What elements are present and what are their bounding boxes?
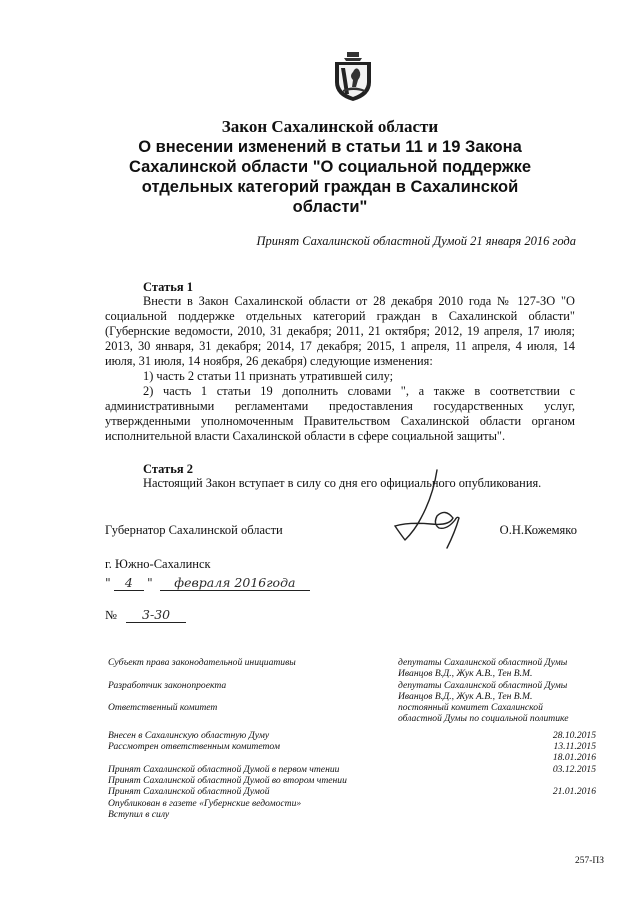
article-1-heading: Статья 1	[143, 280, 193, 294]
governor-title: Губернатор Сахалинской области	[105, 523, 283, 537]
meta-label: Ответственный комитет	[108, 702, 218, 714]
adoption-note: Принят Сахалинской областной Думой 21 января 2016 года	[256, 234, 576, 248]
date-line	[105, 575, 310, 591]
legislative-history	[108, 657, 598, 820]
meta-value: депутаты Сахалинской областной Думы	[398, 657, 568, 668]
law-subject-line: Сахалинской области "О социальной поддержке	[128, 158, 532, 176]
meta-label: Субъект права законодательной инициативы	[108, 657, 296, 668]
meta-date: 13.11.2015	[553, 741, 596, 753]
meta-label: Опубликован в газете «Губернские ведомости»	[108, 797, 302, 809]
coat-of-arms-icon	[331, 52, 375, 102]
law-subject-line: отдельных категорий граждан в Сахалинской	[141, 178, 519, 196]
meta-label: Принят Сахалинской областной Думой в первом чтении	[108, 763, 340, 775]
article-2-heading: Статья 2	[143, 462, 193, 476]
number-label: №	[105, 608, 117, 622]
meta-value: областной Думы по социальной политике	[398, 713, 569, 725]
meta-row	[108, 713, 598, 724]
meta-value: депутаты Сахалинской областной Думы	[398, 679, 568, 691]
meta-label: Принят Сахалинской областной Думой	[108, 786, 270, 798]
article-1-item-1: 1) часть 2 статьи 11 признать утратившей силу;	[143, 369, 394, 383]
meta-label: Разработчик законопроекта	[108, 679, 227, 691]
meta-value: Иванцов В.Д., Жук А.В., Тен В.М.	[398, 690, 533, 702]
governor-signature	[375, 466, 485, 556]
meta-row	[108, 680, 598, 691]
law-subject-line: области"	[292, 198, 368, 216]
article-1-intro: Внести в Закон Сахалинской области от 28 декабря 2010 года № 127-ЗО "О социальной поддержке отдельных категорий граждан в Сахалинской области" (Губернские ведомости, 2010, 31 декабря; 2011, 21 октября; 2012, 19 апреля, 17 июля; 2013, 30 января, 31 декабря; 2014, 17 декабря; 2015, 1 апреля, 11 апреля, 4 июля, 14 июля, 31 июля, 14 ноября, 26 декабря) следующие изменения:	[105, 294, 575, 368]
meta-date-row	[108, 809, 598, 820]
meta-row	[108, 668, 598, 679]
meta-label: Принят Сахалинской областной Думой во втором чтении	[108, 774, 347, 786]
meta-date-row	[108, 798, 598, 809]
meta-row	[108, 702, 598, 713]
meta-date-row	[108, 786, 598, 797]
meta-date-row	[108, 730, 598, 741]
meta-date-row	[108, 752, 598, 763]
law-subject	[120, 137, 540, 217]
meta-value: Иванцов В.Д., Жук А.В., Тен В.М.	[398, 668, 533, 680]
title-block	[120, 117, 540, 217]
meta-date: 28.10.2015	[552, 729, 596, 741]
document-code: 257-ПЗ	[574, 856, 604, 866]
law-number: 3-30	[126, 607, 186, 623]
article-1-body	[105, 294, 575, 444]
date-quote-close: "	[147, 575, 153, 590]
meta-date: 03.12.2015	[552, 763, 596, 775]
article-1-item-2: 2) часть 1 статьи 19 дополнить словами ", а также в соответствии с административными регламентами предоставления государственных услуг, утвержденными уполномоченным Правительством Сахалинской области органом исполнительной власти Сахалинской области в сфере социальной защиты".	[105, 384, 575, 443]
meta-value: постоянный комитет Сахалинской	[398, 702, 543, 714]
meta-date-row	[108, 775, 598, 786]
meta-date: 21.01.2016	[552, 786, 596, 798]
date-month-year: февраля 2016года	[160, 575, 310, 591]
meta-label: Вступил в силу	[108, 808, 170, 820]
governor-name: О.Н.Кожемяко	[499, 523, 577, 537]
law-subject-line: О внесении изменений в статьи 11 и 19 Закона	[138, 138, 522, 156]
meta-date-row	[108, 741, 598, 752]
number-line	[105, 607, 186, 623]
date-day: 4	[114, 575, 144, 591]
meta-row	[108, 691, 598, 702]
meta-date-row	[108, 764, 598, 775]
meta-date: 18.01.2016	[552, 752, 596, 764]
meta-label: Рассмотрен ответственным комитетом	[108, 741, 280, 753]
law-name: Закон Сахалинской области	[221, 117, 439, 136]
article-2-text: Настоящий Закон вступает в силу со дня его официального опубликования.	[143, 476, 542, 490]
article-2-body	[105, 476, 575, 491]
meta-label: Внесен в Сахалинскую областную Думу	[108, 729, 270, 741]
date-quote-open: "	[105, 575, 111, 590]
city: г. Южно-Сахалинск	[105, 557, 211, 571]
meta-row	[108, 657, 598, 668]
